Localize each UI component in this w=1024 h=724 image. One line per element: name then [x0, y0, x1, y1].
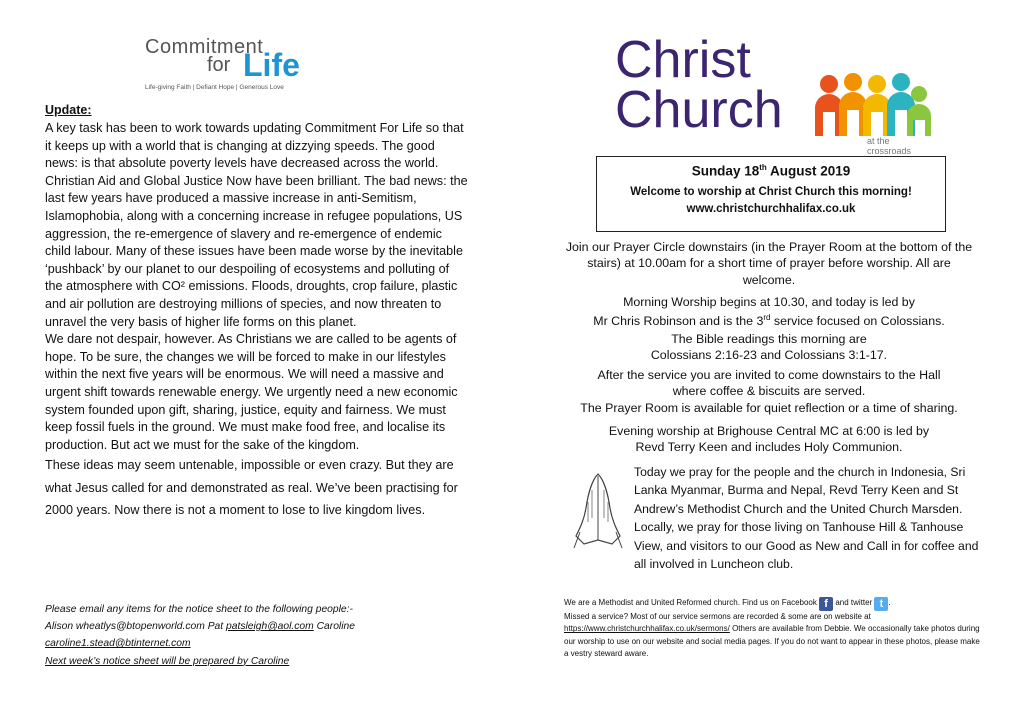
christ-church-logo: [615, 31, 935, 156]
logo-christ-text: Christ: [615, 31, 751, 89]
sermons-link[interactable]: https://www.christchurchhalifax.co.uk/sermons/: [564, 624, 730, 634]
prayer-circle-notice: [560, 239, 978, 288]
people-figures-icon: [811, 72, 931, 138]
ordinal-suffix: rd: [763, 313, 771, 323]
commitment-for-life-logo: [145, 36, 385, 98]
next-week-note: Next week’s notice sheet will be prepared by Caroline: [45, 655, 290, 667]
readings-line-1: The Bible readings this morning are: [671, 332, 867, 346]
website-link[interactable]: www.christchurchhalifax.co.uk: [686, 202, 856, 215]
prayer-intentions: Today we pray for the people and the church in Indonesia, Sri Lanka Myanmar, Burma and Nepal, Revd Terry Keen and St Andrew’s Methodist Church and the United Church Marsden. Locally, we pray for those living on Tanhouse Hill & Tanhouse View, and visitors to our Good as New and Call in for coffee and all involved in Luncheon club.: [634, 465, 979, 572]
after-line-1: After the service you are invited to come downstairs to the Hall: [597, 368, 941, 382]
worship-line-1: Morning Worship begins at 10.30, and today is led by: [623, 295, 915, 309]
bible-readings-notice: [560, 331, 978, 364]
twitter-icon[interactable]: t: [874, 597, 888, 611]
logo-tagline: Life-giving Faith | Defiant Hope | Generous Love: [145, 84, 284, 91]
contact-alison-pat: Alison wheatlys@btopenworld.com Pat: [45, 621, 227, 633]
footer-line-1: We are a Methodist and United Reformed church. Find us on Facebook f and twitter t .: [564, 598, 891, 610]
church-footer: [564, 597, 984, 660]
contact-intro: Please email any items for the notice sheet to the following people:-: [45, 604, 353, 615]
evening-line-2: Revd Terry Keen and includes Holy Communion.: [635, 440, 903, 455]
service-info-box: [596, 156, 946, 232]
date-suffix: th: [759, 163, 767, 172]
contact-info: [45, 601, 475, 670]
update-paragraph-3: These ideas may seem untenable, impossible or even crazy. But they are what Jesus called for and demonstrated as real. We’ve been practising for 2000 years. Now there is not a moment to lose to live kingdom lives.: [45, 458, 458, 518]
after-line-2: where coffee & biscuits are served.: [672, 384, 866, 399]
footer-missed-service: Missed a service? Most of our service sermons are recorded & some are on website at: [564, 612, 871, 621]
morning-worship-notice: [560, 294, 978, 330]
caroline-email-link[interactable]: caroline1.stead@btinternet.com: [45, 638, 191, 650]
pat-email-link[interactable]: patsleigh@aol.com: [226, 621, 314, 633]
readings-line-2: Colossians 2:16-23 and Colossians 3:1-17.: [650, 348, 888, 363]
footer-twitter-label: and twitter: [835, 598, 873, 607]
after-service-notice: [560, 367, 978, 416]
evening-worship-notice: [560, 423, 978, 456]
prayer-circle-text: Join our Prayer Circle downstairs (in the Prayer Room at the bottom of the stairs) at 10.00am for a short time of prayer before worship. All are welcome.: [565, 240, 973, 287]
update-heading: Update:: [45, 103, 92, 117]
logo-for-text: for: [207, 54, 231, 76]
after-line-3: The Prayer Room is available for quiet reflection or a time of sharing.: [580, 400, 958, 415]
logo-commitment-text: Commitment: [145, 36, 264, 58]
facebook-icon[interactable]: f: [819, 597, 833, 611]
worship-line-2: [560, 310, 978, 329]
worship-leader: Mr Chris Robinson and is the 3: [593, 314, 764, 329]
date-text: Sunday 18: [691, 163, 760, 179]
update-body: [45, 120, 470, 522]
praying-hands-icon: [570, 470, 626, 550]
update-paragraph-1: A key task has been to work towards updating Commitment For Life so that it keeps up with a world that is changing at dizzying speeds. The good news: is that absolute poverty levels have decreased across the world. Christian Aid and Global Justice Now have been brilliant. The bad news: the last few years have produced a massive increase in anti-Semitism, Islamophobia, along with a concerning increase in refugee populations, US aggression, the re-emergence of slavery and re-emergence of endemic child labour. Many of these issues have been made worse by the inevitable ‘pushback’ by our planet to our despoiling of ecosystems and polluting of the atmosphere with CO² emissions. Floods, droughts, crop failure, plastic and air pollution are destroying millions of species, and now threaten to unravel the very basis of higher life forms on this planet.: [45, 121, 468, 329]
worship-focus: service focused on Colossians.: [770, 314, 945, 329]
evening-line-1: Evening worship at Brighouse Central MC at 6:00 is led by: [608, 424, 930, 438]
footer-photo-notice: Others are available from Debbie. We occasionally take photos during our worship to use on our website and social media pages. If you do not want to appear in these photos, please make a vestry steward aware.: [564, 624, 980, 658]
service-date: [597, 163, 945, 179]
date-month-year: August 2019: [766, 163, 851, 179]
contact-caroline-label: Caroline: [313, 621, 355, 633]
contact-emails-line: [45, 618, 475, 635]
footer-line-3: [564, 623, 984, 660]
logo-tagline: at the crossroads: [867, 136, 912, 156]
footer-find-us: We are a Methodist and United Reformed church. Find us on Facebook: [564, 598, 817, 607]
logo-church-text: Church: [615, 81, 783, 139]
logo-life-text: Life: [243, 47, 300, 83]
welcome-text: Welcome to worship at Christ Church this morning!: [630, 185, 912, 198]
update-paragraph-2: We dare not despair, however. As Christians we are called to be agents of hope. To be sure, the changes we will be forced to make in our lifestyles within the next five years will be enormous. We will need a massive and urgent shift towards renewable energy. We urgently need a new economic system founded upon gift, sharing, justice, equity and fairness. We must keep fossil fuels in the ground. We must make food free, and localise its production. But act we must for the sake of the kingdom.: [45, 332, 458, 452]
